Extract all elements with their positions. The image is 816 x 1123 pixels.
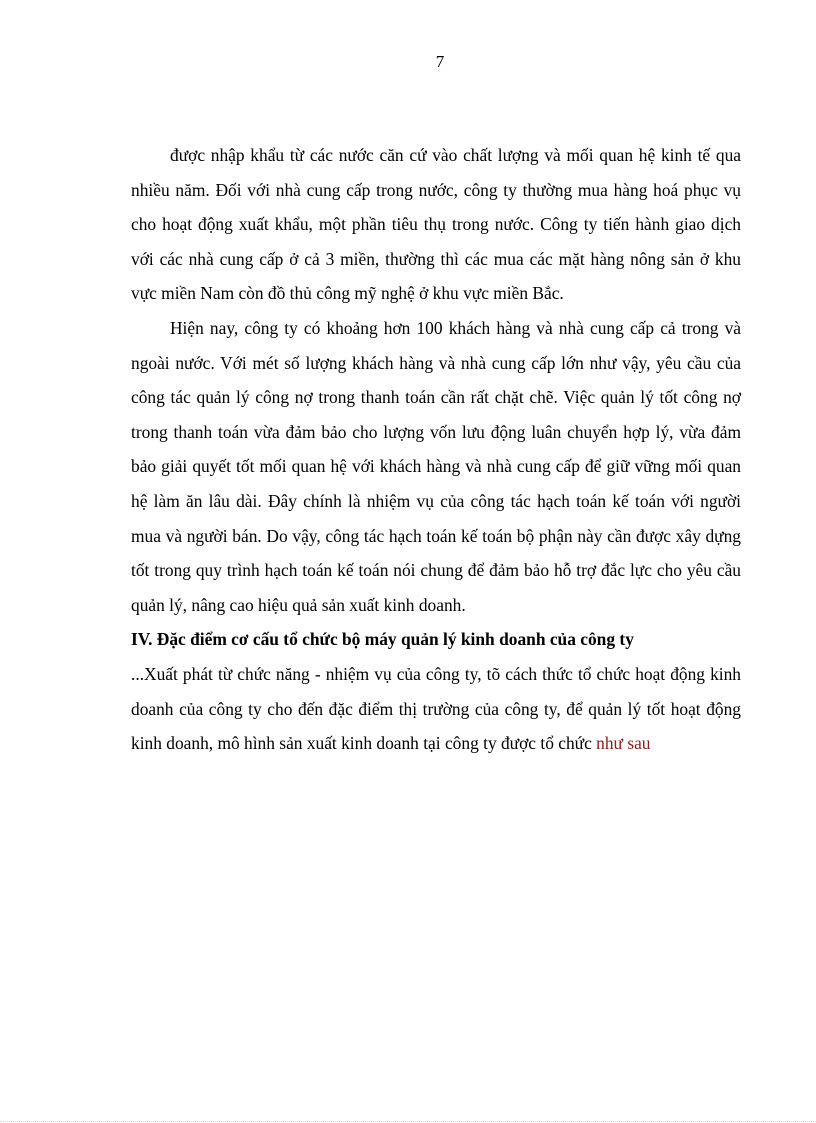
- section-heading: IV. Đặc điểm cơ cấu tổ chức bộ máy quản lý kinh doanh của công ty: [131, 629, 634, 650]
- paragraph-debt-management: Hiện nay, công ty có khoảng hơn 100 khách hàng và nhà cung cấp cả trong và ngoài nước. Với mét số lượng khách hàng và nhà cung cấp lớn như vậy, yêu cầu của công tác quản lý công nợ trong thanh toán cần rất chặt chẽ. Việc quản lý tốt công nợ trong thanh toán vừa đảm bảo cho lượng vốn lưu động luân chuyển hợp lý, vừa đảm bảo giải quyết tốt mối quan hệ với khách hàng và nhà cung cấp để giữ vững mối quan hệ làm ăn lâu dài. Đây chính là nhiệm vụ của công tác hạch toán kế toán với người mua và người bán. Do vậy, công tác hạch toán kế toán bộ phận này cần được xây dựng tốt trong quy trình hạch toán kế toán nói chung để đảm bảo hỗ trợ đắc lực cho yêu cầu quản lý, nâng cao hiệu quả sản xuất kinh doanh.: [131, 317, 741, 615]
- highlighted-text: như sau: [596, 733, 651, 754]
- paragraph-suppliers: được nhập khẩu từ các nước căn cứ vào chất lượng và mối quan hệ kinh tế qua nhiều năm. Đối với nhà cung cấp trong nước, công ty thường mua hàng hoá phục vụ cho hoạt động xuất khẩu, một phần tiêu thụ trong nước. Công ty tiến hành giao dịch với các nhà cung cấp ở cả 3 miền, thường thì các mua các mặt hàng nông sản ở khu vực miền Nam còn đồ thủ công mỹ nghệ ở khu vực miền Bắc.: [131, 145, 741, 304]
- page-number: 7: [435, 52, 445, 71]
- page-bottom-border: [0, 1121, 816, 1122]
- document-body: [131, 138, 741, 761]
- paragraph-organization-text: ...Xuất phát từ chức năng - nhiệm vụ của công ty, tõ cách thức tổ chức hoạt động kinh doanh của công ty cho đến đặc điểm thị trường của công ty, để quản lý tốt hoạt động kinh doanh, mô hình sản xuất kinh doanh tại công ty được tổ chức: [131, 663, 741, 754]
- paragraph-organization: [131, 657, 741, 761]
